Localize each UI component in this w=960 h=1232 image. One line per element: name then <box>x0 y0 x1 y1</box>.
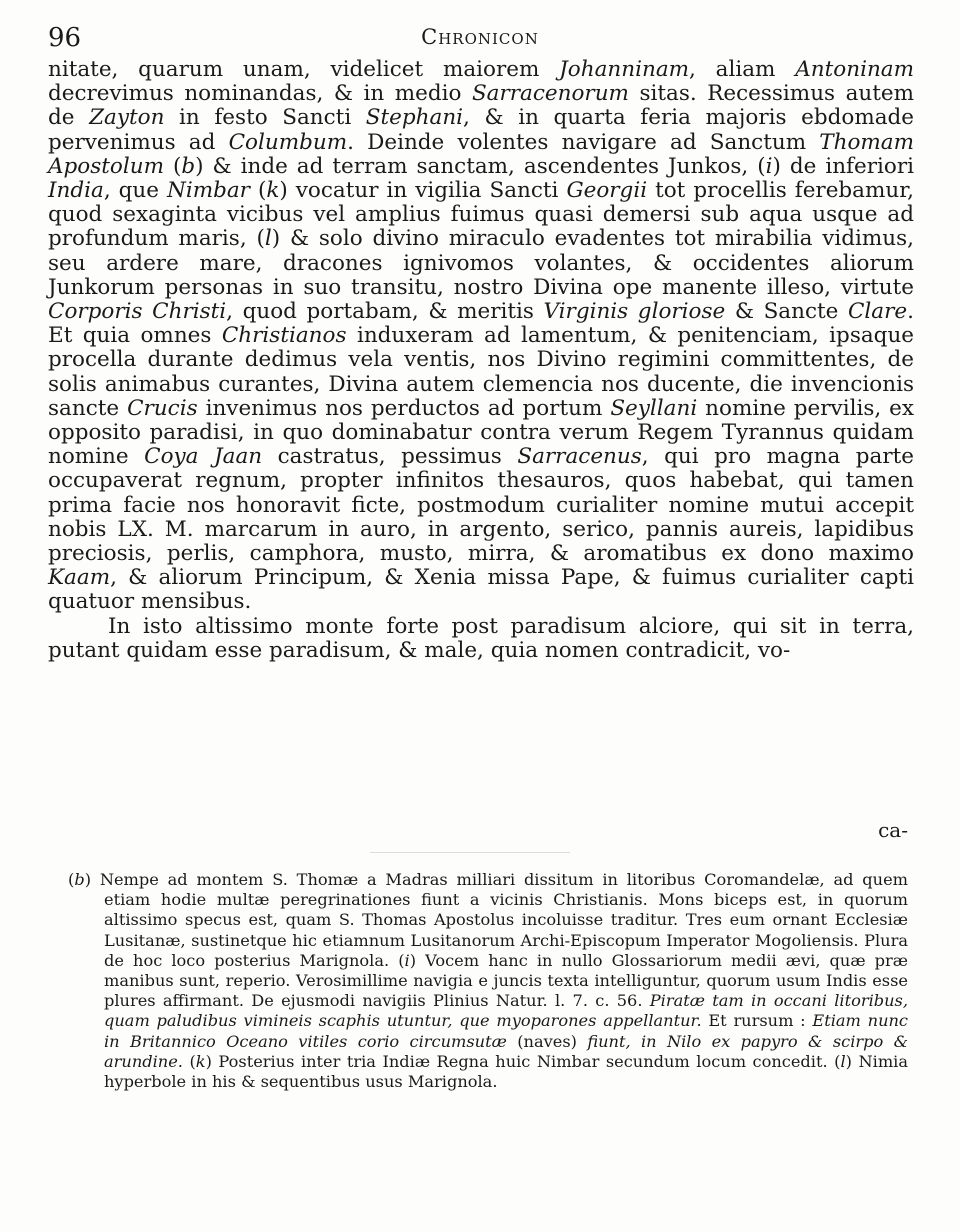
text-run: ) Nimia hyperbole in his & sequentibus usus Marignola. <box>104 1051 909 1092</box>
italic-text: Virginis gloriose <box>543 299 726 325</box>
italic-text: Nimbar <box>167 178 250 204</box>
italic-text: Thomam Apostolum <box>48 129 915 179</box>
italic-text: Georgii <box>566 178 648 204</box>
italic-text: Crucis <box>127 395 198 421</box>
italic-text: Etiam nunc in Britannico Oceano vitiles corio circumsutæ <box>104 1011 908 1051</box>
footnote-rule <box>370 852 570 853</box>
page-number: 96 <box>48 23 82 53</box>
italic-text: b <box>74 870 85 889</box>
italic-text: Christianos <box>221 323 347 349</box>
text-run: ) Vocem hanc in nullo Glossariorum medii ævi, quæ præ manibus sunt, reperio. Verosimillime navigia e juncis texta intelliguntur, quorum usum Indis esse plures affirmant. De ejusmodi navigiis Plinius Natur. l. 7. c. 56. <box>104 950 908 1011</box>
catchword: ca- <box>878 818 908 842</box>
text-run: castratus, pessimus <box>262 444 518 470</box>
text-run: , & aliorum Principum, & Xenia missa Pape, & fuimus curialiter capti quatuor mensibus. <box>48 565 914 615</box>
text-run: Et rursum : <box>701 1011 813 1031</box>
italic-text: Kaam <box>48 565 111 591</box>
text-run: , & in quarta feria majoris ebdomade pervenimus ad <box>48 105 915 155</box>
text-run: ( <box>182 1051 196 1071</box>
italic-text: Sarracenus <box>517 444 642 470</box>
text-run: & Sancte <box>725 299 848 325</box>
running-head <box>48 14 912 54</box>
text-run: , aliam <box>689 57 796 82</box>
text-run: ) & inde ad terram sanctam, ascendentes Junkos, ( <box>195 153 766 179</box>
italic-text: k <box>195 1051 206 1071</box>
text-run: (naves) <box>506 1031 588 1051</box>
italic-text: l <box>840 1051 846 1071</box>
italic-text: Zayton <box>89 105 165 131</box>
text-run: ) Posterius inter tria Indiæ Regna huic Nimbar secundum locum concedit. ( <box>205 1051 841 1071</box>
text-run: ) Nempe ad montem S. Thomæ a Madras milliari dissitum in litoribus Coromandelæ, ad quem etiam hodie multæ peregrinationes fiunt a vicinis Christianis. Mons biceps est, in quorum altissimo specus est, quam S. Thomas Apostolus incoluisse traditur. Tres eum ornant Ecclesiæ Lusitanæ, sustinetque hic etiamnum Lusitanorum Archi-Episcopum Imperator Mogoliensis. Plura de hoc loco posterius Marignola. ( <box>84 870 908 970</box>
text-run: induxeram ad lamentum, & penitenciam, ipsaque procella durante dedimus vela ventis, nos Divino regimini committentes, de solis animabus curantes, Divina autem clemencia nos ducente, die invencionis sancte <box>48 323 915 421</box>
text-run: ( <box>68 870 75 889</box>
footnote-block <box>48 870 908 1092</box>
italic-text: Sarracenorum <box>471 81 629 107</box>
text-run: decrevimus nominandas, & in medio <box>48 81 472 107</box>
text-run: In isto altissimo monte forte post paradisum alciore, qui sit in terra, putant quidam esse paradisum, & male, quia nomen contradicit, vo- <box>48 613 914 663</box>
italic-text: Seyllani <box>610 395 698 421</box>
italic-text: Coya Jaan <box>144 444 263 470</box>
text-run: . Deinde volentes navigare ad Sanctum <box>347 129 820 155</box>
italic-text: k <box>266 178 280 204</box>
text-run: ( <box>249 178 267 204</box>
text-run: invenimus nos perductos ad portum <box>197 395 611 421</box>
text-run: in festo Sancti <box>164 105 366 131</box>
text-run: , que <box>103 178 167 204</box>
text-run: nomine pervilis, ex opposito paradisi, in quo dominabatur contra verum Regem Tyrannus quidam nomine <box>48 395 915 470</box>
italic-text: b <box>181 153 196 179</box>
italic-text: Antoninam <box>795 57 914 82</box>
text-run: , qui pro magna parte occupaverat regnum, propter infinitos thesauros, quos habebat, qui tamen prima facie nos honoravit ficte, postmodum curialiter nomine mutui accepit nobis LX. M. marcarum in auro, in argento, serico, pannis aureis, lapidibus preciosis, perlis, camphora, musto, mirra, & aromatibus ex dono maximo <box>48 444 915 567</box>
text-run: . Et quia omnes <box>48 299 914 349</box>
running-title: Chronicon <box>421 25 539 49</box>
text-run: ) & solo divino miraculo evadentes tot mirabilia vidimus, seu ardere mare, dracones ignivomos volantes, & occidentes aliorum Junkorum personas in suo transitu, nostro Divina ope manente illeso, virtute <box>48 226 914 300</box>
text-run: , quod portabam, & meritis <box>226 299 544 325</box>
italic-text: Stephani <box>365 105 464 131</box>
italic-text: Corporis Christi <box>48 299 227 325</box>
text-run: ) de inferiori <box>772 153 914 179</box>
text-run: ) vocatur in vigilia Sancti <box>279 178 567 204</box>
italic-text: i <box>404 950 410 970</box>
italic-text: Clare <box>847 299 908 325</box>
italic-text: Columbum <box>228 129 348 155</box>
main-text <box>48 58 914 663</box>
text-run: sitas. Recessimus autem de <box>48 81 914 131</box>
paragraph <box>48 58 914 615</box>
paragraph <box>48 615 914 663</box>
text-run: ( <box>163 153 182 179</box>
italic-text: Johanninam <box>559 57 690 82</box>
text-run: nitate, quarum unam, videlicet maiorem <box>48 57 560 82</box>
footnotes <box>48 870 908 1092</box>
text-run: tot procellis ferebamur, quod sexaginta vicibus vel amplius fuimus quasi demersi sub aqua usque ad profundum maris, ( <box>48 178 914 252</box>
italic-text: India <box>48 178 104 204</box>
italic-text: i <box>765 153 773 179</box>
italic-text: l <box>264 226 272 252</box>
italic-text: fiunt, in Nilo ex papyro & scirpo & arundine. <box>104 1031 908 1071</box>
italic-text: Piratæ tam in occani litoribus, quam paludibus vimineis scaphis utuntur, que myoparones appellantur. <box>104 991 909 1031</box>
